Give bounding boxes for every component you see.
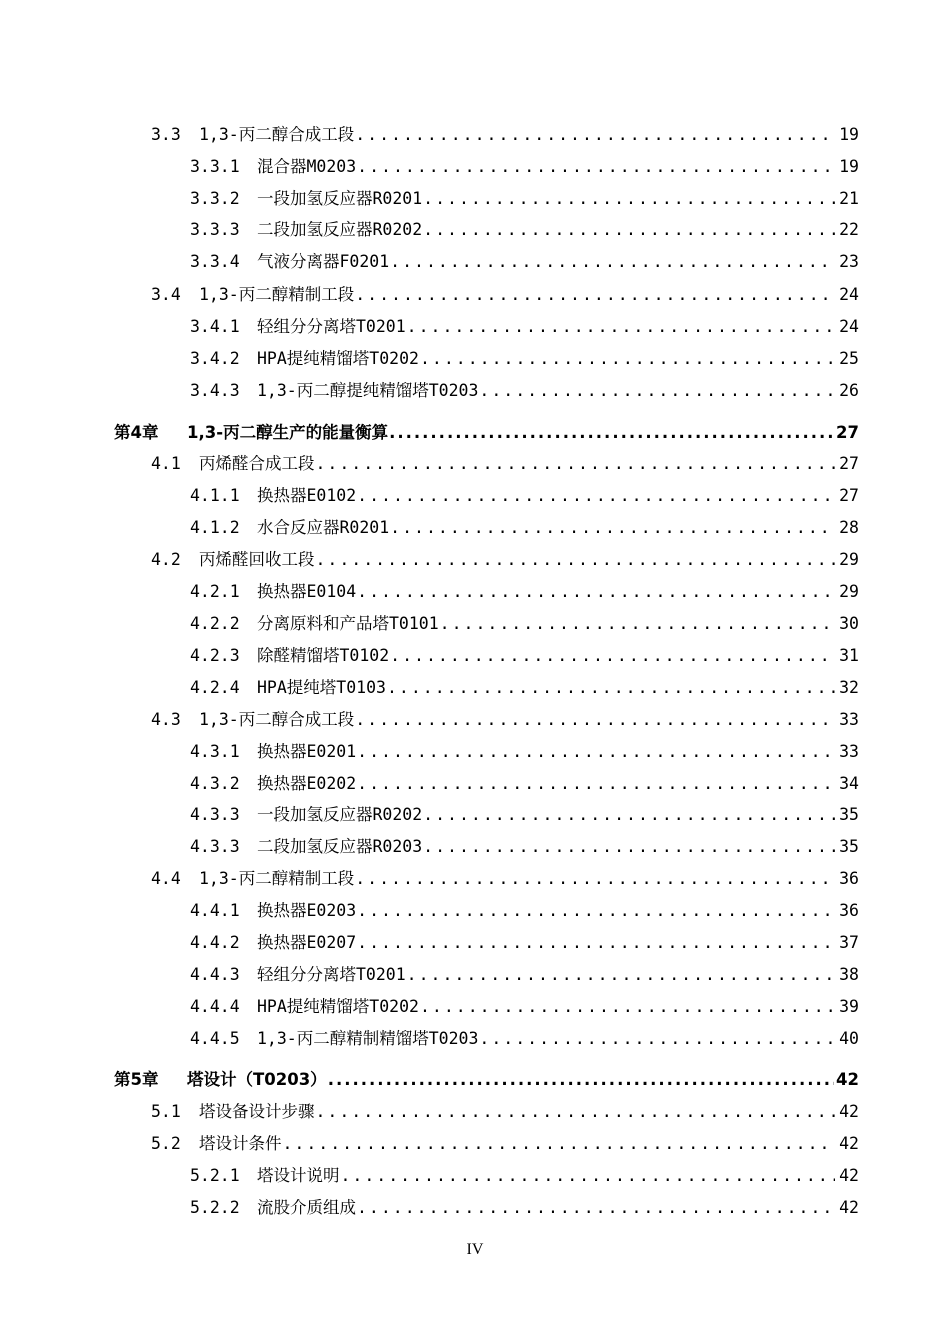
- toc-dot-leader: [357, 742, 835, 762]
- toc-dot-leader: [387, 678, 835, 698]
- toc-entry-title: 塔设计说明: [257, 1166, 340, 1185]
- toc-chapter-entry[interactable]: [114, 1066, 859, 1090]
- toc-entry-page-number: 40: [839, 1029, 859, 1048]
- toc-entry-title: 一段加氢反应器R0201: [257, 189, 423, 208]
- toc-entry[interactable]: [151, 121, 859, 145]
- toc-entry-title: 混合器M0203: [257, 157, 357, 176]
- toc-entry-number: 3.4.2: [190, 349, 240, 368]
- toc-dot-leader: [407, 965, 835, 985]
- toc-entry-page-number: 36: [839, 901, 859, 920]
- toc-entry-title: 二段加氢反应器R0202: [257, 220, 423, 239]
- toc-entry-number: 4.4.2: [190, 933, 240, 952]
- toc-entry-number: 4.1.2: [190, 518, 240, 537]
- toc-entry-title: 换热器E0202: [257, 774, 357, 793]
- toc-dot-leader: [479, 381, 835, 401]
- toc-entry-page-number: 30: [839, 614, 859, 633]
- toc-entry[interactable]: [151, 706, 859, 730]
- toc-entry-number: 4.2.1: [190, 582, 240, 601]
- toc-entry-page-number: 39: [839, 997, 859, 1016]
- toc-dot-leader: [420, 349, 835, 369]
- toc-entry[interactable]: [190, 377, 859, 401]
- toc-entry-title: 二段加氢反应器R0203: [257, 837, 423, 856]
- toc-entry[interactable]: [190, 514, 859, 538]
- toc-entry-title: 塔设备设计步骤: [199, 1102, 315, 1121]
- toc-entry-title: 塔设计（T0203）: [187, 1070, 327, 1089]
- toc-entry-page-number: 42: [839, 1102, 859, 1121]
- toc-dot-leader: [479, 1029, 835, 1049]
- toc-entry-number: 4.4.1: [190, 901, 240, 920]
- toc-entry-page-number: 22: [839, 220, 859, 239]
- toc-entry[interactable]: [151, 1130, 859, 1154]
- toc-dot-leader: [341, 1166, 836, 1186]
- toc-dot-leader: [357, 774, 835, 794]
- toc-entry-page-number: 21: [839, 189, 859, 208]
- toc-entry-title: 分离原料和产品塔T0101: [257, 614, 439, 633]
- toc-entry[interactable]: [190, 833, 859, 857]
- toc-entry-page-number: 25: [839, 349, 859, 368]
- toc-entry[interactable]: [190, 961, 859, 985]
- toc-entry-number: 5.2: [151, 1134, 181, 1153]
- toc-entry-number: 5.1: [151, 1102, 181, 1121]
- toc-entry-page-number: 35: [839, 837, 859, 856]
- toc-entry-title: 1,3-丙二醇合成工段: [199, 125, 355, 144]
- toc-entry[interactable]: [190, 993, 859, 1017]
- toc-entry-title: HPA提纯精馏塔T0202: [257, 997, 419, 1016]
- toc-entry-title: 1,3-丙二醇精制工段: [199, 285, 355, 304]
- toc-entry-page-number: 42: [836, 1070, 859, 1089]
- toc-entry[interactable]: [190, 578, 859, 602]
- toc-entry-number: 3.3.4: [190, 252, 240, 271]
- toc-entry[interactable]: [190, 738, 859, 762]
- toc-dot-leader: [390, 252, 835, 272]
- toc-entry-page-number: 29: [839, 550, 859, 569]
- toc-entry-number: 第5章: [114, 1070, 159, 1089]
- toc-dot-leader: [357, 1198, 835, 1218]
- toc-entry-number: 3.3: [151, 125, 181, 144]
- toc-entry-title: HPA提纯塔T0103: [257, 678, 386, 697]
- toc-entry-number: 4.3.2: [190, 774, 240, 793]
- toc-entry[interactable]: [151, 865, 859, 889]
- toc-dot-leader: [407, 317, 835, 337]
- toc-entry-page-number: 36: [839, 869, 859, 888]
- toc-entry[interactable]: [190, 185, 859, 209]
- toc-entry[interactable]: [190, 216, 859, 240]
- toc-entry-page-number: 26: [839, 381, 859, 400]
- toc-dot-leader: [423, 189, 835, 209]
- toc-entry-page-number: 23: [839, 252, 859, 271]
- toc-entry[interactable]: [151, 281, 859, 305]
- toc-entry-number: 第4章: [114, 423, 159, 442]
- toc-dot-leader: [355, 710, 835, 730]
- toc-entry-page-number: 27: [839, 454, 859, 473]
- toc-entry-title: 换热器E0102: [257, 486, 357, 505]
- toc-entry-title: 1,3-丙二醇精制精馏塔T0203: [257, 1029, 479, 1048]
- toc-entry-page-number: 24: [839, 317, 859, 336]
- toc-entry-page-number: 28: [839, 518, 859, 537]
- toc-dot-leader: [357, 157, 835, 177]
- toc-dot-leader: [316, 550, 836, 570]
- toc-dot-leader: [316, 454, 836, 474]
- toc-dot-leader: [357, 901, 835, 921]
- toc-entry-page-number: 42: [839, 1134, 859, 1153]
- toc-dot-leader: [355, 125, 835, 145]
- toc-entry-page-number: 31: [839, 646, 859, 665]
- toc-dot-leader: [328, 1070, 834, 1090]
- toc-entry-page-number: 19: [839, 157, 859, 176]
- toc-entry[interactable]: [190, 929, 859, 953]
- page-number: IV: [466, 1241, 484, 1258]
- toc-entry[interactable]: [190, 770, 859, 794]
- toc-dot-leader: [355, 869, 835, 889]
- toc-entry-page-number: 42: [839, 1166, 859, 1185]
- toc-entry-number: 4.1.1: [190, 486, 240, 505]
- toc-entry-title: 丙烯醛合成工段: [199, 454, 315, 473]
- toc-dot-leader: [389, 423, 834, 443]
- toc-entry-number: 4.2.2: [190, 614, 240, 633]
- toc-entry-title: 换热器E0207: [257, 933, 357, 952]
- toc-entry[interactable]: [190, 248, 859, 272]
- toc-entry-page-number: 37: [839, 933, 859, 952]
- toc-entry[interactable]: [151, 1098, 859, 1122]
- toc-entry[interactable]: [190, 153, 859, 177]
- toc-dot-leader: [440, 614, 835, 634]
- toc-dot-leader: [423, 837, 835, 857]
- toc-entry-page-number: 42: [839, 1198, 859, 1217]
- toc-chapter-entry[interactable]: [114, 419, 859, 443]
- toc-entry[interactable]: [151, 546, 859, 570]
- toc-entry-number: 3.4.3: [190, 381, 240, 400]
- toc-dot-leader: [390, 518, 835, 538]
- toc-entry-page-number: 27: [836, 423, 859, 442]
- toc-entry-page-number: 29: [839, 582, 859, 601]
- toc-entry-title: 除醛精馏塔T0102: [257, 646, 390, 665]
- toc-dot-leader: [283, 1134, 836, 1154]
- toc-entry-number: 4.4.4: [190, 997, 240, 1016]
- toc-entry-title: 1,3-丙二醇提纯精馏塔T0203: [257, 381, 479, 400]
- toc-entry-page-number: 33: [839, 710, 859, 729]
- toc-entry-number: 4.3.1: [190, 742, 240, 761]
- toc-entry-title: 丙烯醛回收工段: [199, 550, 315, 569]
- toc-dot-leader: [355, 285, 835, 305]
- toc-entry-number: 3.3.1: [190, 157, 240, 176]
- toc-entry-page-number: 27: [839, 486, 859, 505]
- toc-dot-leader: [420, 997, 835, 1017]
- toc-entry-number: 4.2.3: [190, 646, 240, 665]
- toc-entry-page-number: 19: [839, 125, 859, 144]
- toc-entry-page-number: 33: [839, 742, 859, 761]
- toc-entry[interactable]: [190, 313, 859, 337]
- toc-entry-page-number: 38: [839, 965, 859, 984]
- toc-entry-title: 气液分离器F0201: [257, 252, 390, 271]
- toc-entry-title: 1,3-丙二醇精制工段: [199, 869, 355, 888]
- toc-entry[interactable]: [190, 897, 859, 921]
- toc-entry-title: 流股介质组成: [257, 1198, 356, 1217]
- toc-entry-number: 4.2: [151, 550, 181, 569]
- toc-entry-number: 5.2.2: [190, 1198, 240, 1217]
- toc-entry[interactable]: [190, 1194, 859, 1218]
- toc-entry[interactable]: [190, 610, 859, 634]
- toc-entry-title: 一段加氢反应器R0202: [257, 805, 423, 824]
- toc-entry-number: 3.3.2: [190, 189, 240, 208]
- toc-entry-number: 5.2.1: [190, 1166, 240, 1185]
- toc-entry-number: 4.4.3: [190, 965, 240, 984]
- toc-entry-number: 3.4.1: [190, 317, 240, 336]
- toc-dot-leader: [357, 933, 835, 953]
- toc-entry-title: 换热器E0104: [257, 582, 357, 601]
- toc-entry-number: 4.3.3: [190, 805, 240, 824]
- toc-entry-number: 4.4.5: [190, 1029, 240, 1048]
- toc-entry[interactable]: [190, 482, 859, 506]
- toc-entry-title: 轻组分分离塔T0201: [257, 317, 406, 336]
- toc-entry-title: 1,3-丙二醇生产的能量衡算: [187, 423, 389, 442]
- toc-entry-title: 塔设计条件: [199, 1134, 282, 1153]
- toc-dot-leader: [423, 805, 835, 825]
- toc-entry-title: 水合反应器R0201: [257, 518, 390, 537]
- toc-entry-number: 3.4: [151, 285, 181, 304]
- toc-entry-page-number: 34: [839, 774, 859, 793]
- toc-entry[interactable]: [190, 1162, 859, 1186]
- toc-entry-number: 4.2.4: [190, 678, 240, 697]
- toc-entry-number: 4.3.3: [190, 837, 240, 856]
- toc-dot-leader: [423, 220, 835, 240]
- toc-entry[interactable]: [190, 642, 859, 666]
- toc-dot-leader: [390, 646, 835, 666]
- toc-dot-leader: [357, 486, 835, 506]
- toc-entry-number: 4.4: [151, 869, 181, 888]
- toc-entry-page-number: 32: [839, 678, 859, 697]
- toc-entry-title: 换热器E0203: [257, 901, 357, 920]
- toc-entry-number: 4.3: [151, 710, 181, 729]
- toc-entry[interactable]: [190, 345, 859, 369]
- toc-entry[interactable]: [190, 674, 859, 698]
- toc-dot-leader: [316, 1102, 836, 1122]
- toc-entry[interactable]: [190, 1025, 859, 1049]
- toc-entry-page-number: 35: [839, 805, 859, 824]
- toc-entry-title: 1,3-丙二醇合成工段: [199, 710, 355, 729]
- toc-entry-number: 4.1: [151, 454, 181, 473]
- toc-entry[interactable]: [151, 450, 859, 474]
- toc-entry-page-number: 24: [839, 285, 859, 304]
- toc-entry-title: 换热器E0201: [257, 742, 357, 761]
- toc-entry[interactable]: [190, 801, 859, 825]
- toc-entry-title: HPA提纯精馏塔T0202: [257, 349, 419, 368]
- toc-dot-leader: [357, 582, 835, 602]
- toc-entry-title: 轻组分分离塔T0201: [257, 965, 406, 984]
- toc-entry-number: 3.3.3: [190, 220, 240, 239]
